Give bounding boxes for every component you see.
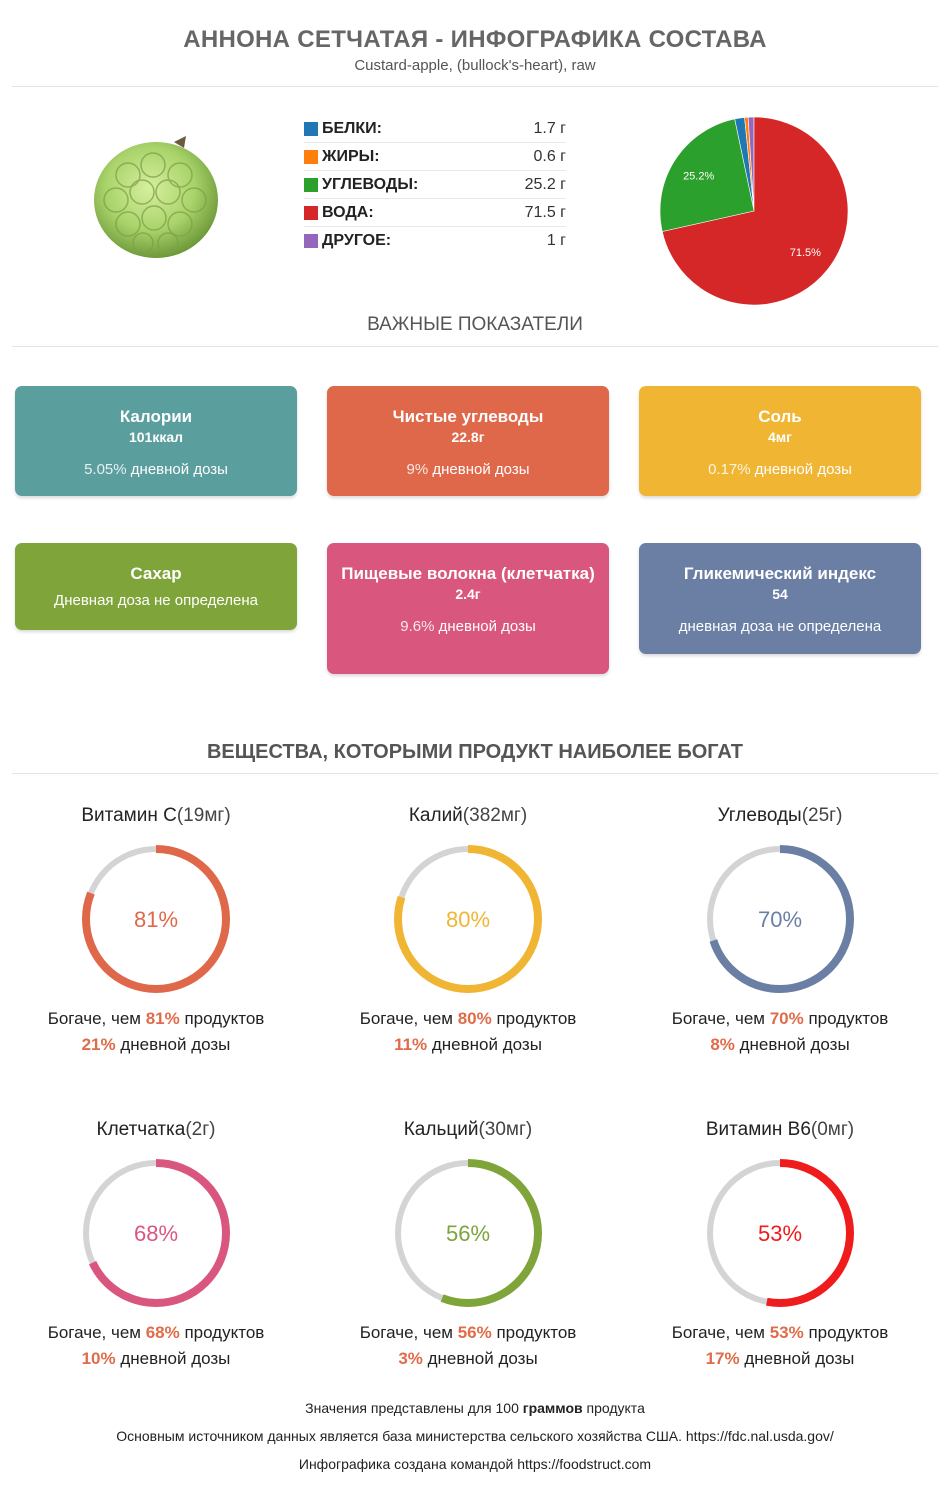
card-value: 2.4г: [455, 586, 481, 602]
card-title: Гликемический индекс: [683, 564, 877, 583]
nutrient-donut-chart: [76, 1153, 236, 1313]
nutrient-daily-dose: 17% дневной дозы: [705, 1349, 855, 1368]
composition-value: 1 г: [546, 232, 566, 249]
nutrient-title: Витамин C(19мг): [81, 805, 231, 826]
pie-data-label: 25.2%: [683, 170, 715, 183]
card-value: 22.8г: [451, 429, 485, 445]
nutrient-rich-text: Богаче, чем 68% продуктов: [47, 1323, 265, 1342]
nutrient-block: [630, 805, 930, 1055]
composition-row: [304, 227, 566, 255]
composition-value: 0.6 г: [533, 147, 566, 165]
nutrient-rich-text: Богаче, чем 53% продуктов: [671, 1323, 889, 1342]
nutrient-title: Клетчатка(2г): [96, 1119, 216, 1140]
nutrient-donut-chart: [700, 1153, 860, 1313]
legend-swatch: [304, 150, 318, 164]
legend-swatch: [304, 206, 318, 220]
nutrient-donut-chart: [388, 1153, 548, 1313]
page-title: АННОНА СЕТЧАТАЯ - ИНФОГРАФИКА СОСТАВА: [183, 26, 767, 53]
nutrient-rich-text: Богаче, чем 81% продуктов: [47, 1009, 265, 1028]
composition-name: ДРУГОЕ:: [322, 232, 392, 249]
page-subtitle: Custard-apple, (bullock's-heart), raw: [354, 57, 596, 74]
indicator-card: [327, 543, 609, 674]
composition-table: [304, 115, 566, 255]
divider: [12, 773, 938, 774]
card-value: 54: [772, 586, 788, 602]
card-daily-dose: 9% дневной дозы: [406, 461, 530, 478]
card-daily-dose: 5.05% дневной дозы: [84, 461, 228, 478]
donut-percent-label: 68%: [133, 1221, 179, 1246]
donut-percent-label: 53%: [757, 1221, 803, 1246]
nutrient-block: [318, 805, 618, 1055]
composition-row: [304, 199, 566, 227]
nutrient-daily-dose: 10% дневной дозы: [81, 1349, 231, 1368]
nutrient-donut-chart: [388, 839, 548, 999]
composition-name: БЕЛКИ:: [322, 119, 382, 137]
card-title: Калории: [119, 407, 193, 426]
footer-source: Основным источником данных является база министерства сельского хозяйства США. https://fdc.nal.usda.gov/: [116, 1428, 834, 1444]
composition-name: УГЛЕВОДЫ:: [322, 175, 419, 193]
donut-percent-label: 80%: [445, 907, 491, 932]
indicator-card: [639, 386, 921, 496]
composition-row: [304, 115, 566, 143]
nutrient-title: Кальций(30мг): [403, 1119, 533, 1140]
composition-value: 71.5 г: [524, 203, 566, 221]
card-value: 101ккал: [128, 429, 184, 445]
key-indicators-title: ВАЖНЫЕ ПОКАЗАТЕЛИ: [367, 314, 583, 335]
nutrient-title: Калий(382мг): [408, 805, 528, 826]
card-daily-dose: дневная доза не определена: [678, 618, 882, 635]
card-value: 4мг: [768, 429, 792, 445]
nutrient-block: [318, 1119, 618, 1369]
indicator-card: [15, 386, 297, 496]
card-title: Чистые углеводы: [392, 407, 544, 426]
nutrient-title: Углеводы(25г): [717, 805, 843, 826]
nutrient-donut-chart: [76, 839, 236, 999]
nutrient-daily-dose: 3% дневной дозы: [398, 1349, 538, 1368]
pie-data-label: 71.5%: [789, 247, 821, 260]
footer-credit: Инфографика создана командой https://foodstruct.com: [298, 1456, 652, 1472]
composition-value: 1.7 г: [533, 119, 566, 137]
composition-row: [304, 143, 566, 171]
indicator-card: [15, 543, 297, 630]
nutrient-block: [6, 1119, 306, 1369]
donut-percent-label: 81%: [133, 907, 179, 932]
nutrient-rich-text: Богаче, чем 80% продуктов: [359, 1009, 577, 1028]
nutrient-daily-dose: 11% дневной дозы: [394, 1035, 542, 1054]
nutrient-rich-text: Богаче, чем 70% продуктов: [671, 1009, 889, 1028]
composition-name: ЖИРЫ:: [322, 147, 380, 165]
nutrient-daily-dose: 21% дневной дозы: [81, 1035, 231, 1054]
legend-swatch: [304, 122, 318, 136]
divider: [12, 346, 938, 347]
nutrient-rich-text: Богаче, чем 56% продуктов: [359, 1323, 577, 1342]
composition-pie-chart: [655, 112, 853, 310]
rich-nutrients-title: ВЕЩЕСТВА, КОТОРЫМИ ПРОДУКТ НАИБОЛЕЕ БОГАТ: [206, 741, 743, 763]
indicator-card: [327, 386, 609, 496]
nutrient-title: Витамин B6(0мг): [705, 1119, 855, 1140]
card-title: Пищевые волокна (клетчатка): [341, 564, 595, 583]
card-title: Сахар: [130, 564, 182, 583]
donut-percent-label: 56%: [445, 1221, 491, 1246]
card-title: Соль: [758, 407, 802, 426]
footer-note: Значения представлены для 100 граммов продукта: [305, 1400, 645, 1416]
card-daily-dose: 0.17% дневной дозы: [708, 461, 852, 478]
divider: [12, 86, 938, 87]
nutrient-block: [630, 1119, 930, 1369]
card-daily-dose: Дневная доза не определена: [54, 592, 258, 609]
composition-name: ВОДА:: [322, 203, 374, 221]
composition-row: [304, 171, 566, 199]
indicator-card: [639, 543, 921, 654]
card-daily-dose: 9.6% дневной дозы: [400, 618, 536, 635]
legend-swatch: [304, 234, 318, 248]
composition-value: 25.2 г: [524, 175, 566, 193]
legend-swatch: [304, 178, 318, 192]
nutrient-donut-chart: [700, 839, 860, 999]
custard-apple-image: [88, 130, 228, 260]
nutrient-block: [6, 805, 306, 1055]
nutrient-daily-dose: 8% дневной дозы: [710, 1035, 850, 1054]
donut-percent-label: 70%: [757, 907, 803, 932]
